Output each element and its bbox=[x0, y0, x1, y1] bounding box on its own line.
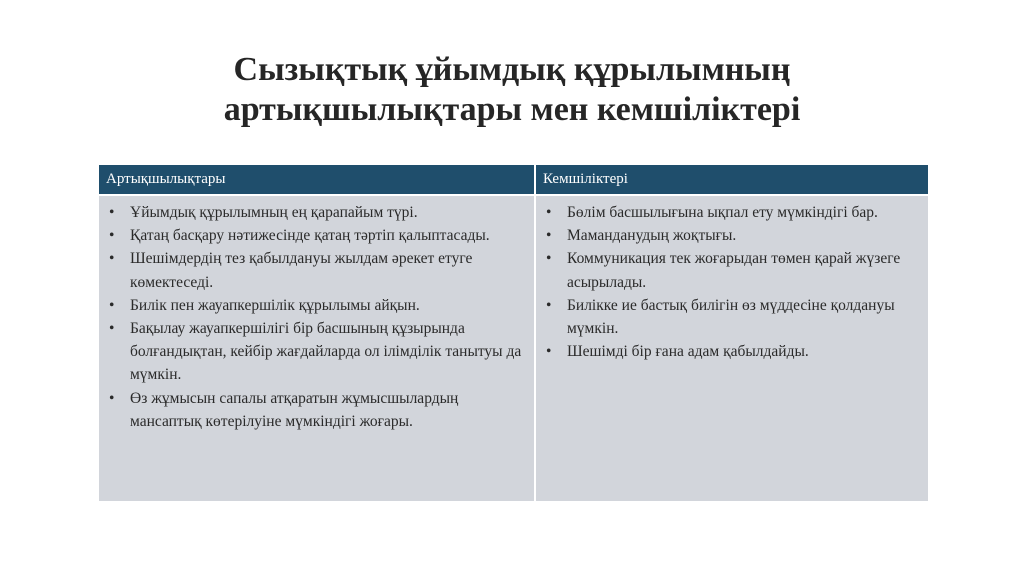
slide-title-line-1: Сызықтық ұйымдық құрылымның bbox=[233, 51, 791, 88]
comparison-table bbox=[99, 165, 928, 501]
disadvantages-cell bbox=[536, 194, 928, 501]
advantage-item: • Қатаң басқару нәтижесінде қатаң тәртіп қалыптасады. bbox=[107, 224, 524, 247]
advantage-item: • Шешімдердің тез қабылдануы жылдам әрекет етуге көмектеседі. bbox=[107, 247, 524, 293]
disadvantage-item: • Бөлім басшылығына ықпал ету мүмкіндігі бар. bbox=[544, 201, 918, 224]
slide-title-line-2: артықшылықтары мен кемшіліктері bbox=[223, 91, 801, 128]
advantages-list bbox=[107, 201, 524, 433]
disadvantages-list bbox=[544, 201, 918, 363]
disadvantage-item: • Билікке ие бастық билігін өз мүддесіне қолдануы мүмкін. bbox=[544, 294, 918, 340]
advantage-item: • Билік пен жауапкершілік құрылымы айқын. bbox=[107, 294, 524, 317]
advantages-cell bbox=[99, 194, 536, 501]
header-disadvantages: Кемшіліктері bbox=[536, 165, 928, 194]
advantage-item: • Ұйымдық құрылымның ең қарапайым түрі. bbox=[107, 201, 524, 224]
header-advantages: Артықшылықтары bbox=[99, 165, 536, 194]
advantage-item: • Бақылау жауапкершілігі бір басшының құзырында болғандықтан, кейбір жағдайларда ол ілімділік танытуы да мүмкін. bbox=[107, 317, 524, 387]
disadvantage-item: • Коммуникация тек жоғарыдан төмен қарай жүзеге асырылады. bbox=[544, 247, 918, 293]
slide-title bbox=[0, 50, 1024, 130]
disadvantage-item: • Маманданудың жоқтығы. bbox=[544, 224, 918, 247]
disadvantage-item: • Шешімді бір ғана адам қабылдайды. bbox=[544, 340, 918, 363]
advantage-item: • Өз жұмысын сапалы атқаратын жұмысшылардың мансаптық көтерілуіне мүмкіндігі жоғары. bbox=[107, 387, 524, 433]
